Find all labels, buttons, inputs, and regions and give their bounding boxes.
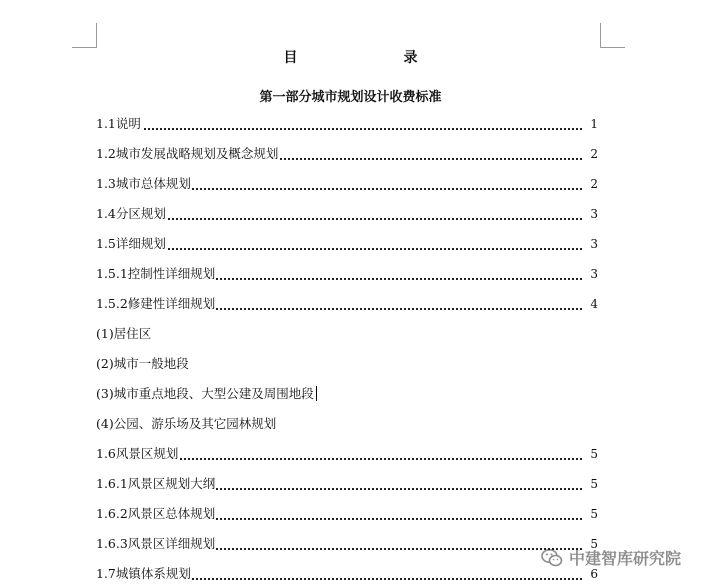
toc-entry[interactable]: [96, 142, 598, 172]
toc-page-number: 3: [590, 267, 598, 281]
crop-mark-top-right: [600, 23, 625, 48]
toc-dot-leader: [96, 248, 582, 250]
toc-entry[interactable]: [96, 502, 598, 532]
toc-entry[interactable]: [96, 262, 598, 292]
toc-entry[interactable]: [96, 532, 598, 562]
toc-entry[interactable]: [96, 472, 598, 502]
toc-entry[interactable]: [96, 172, 598, 202]
toc-entry[interactable]: [96, 202, 598, 232]
toc-entry-label: 1.2城市发展战略规划及概念规划: [96, 142, 279, 166]
toc-entry-label: 1.3城市总体规划: [96, 172, 192, 196]
toc-page-number: 4: [590, 297, 598, 311]
toc-entry[interactable]: [96, 442, 598, 472]
toc-page-number: 5: [590, 447, 598, 461]
toc-entry[interactable]: [96, 232, 598, 262]
toc-entry[interactable]: [96, 292, 598, 322]
toc-page-number: 3: [590, 207, 598, 221]
toc-entry-label: 1.5.1控制性详细规划: [96, 262, 216, 286]
toc-entry-label: (4)公园、游乐场及其它园林规划: [96, 412, 277, 436]
toc-entry-label: 1.4分区规划: [96, 202, 167, 226]
toc-entry-label: 1.6.2风景区总体规划: [96, 502, 216, 526]
toc-entry[interactable]: [96, 562, 598, 587]
toc-entry-label: (3)城市重点地段、大型公建及周围地段: [96, 382, 315, 406]
toc-entry[interactable]: [96, 112, 598, 142]
toc-entry[interactable]: [96, 352, 598, 382]
toc-page-number: 2: [590, 147, 598, 161]
toc-entry-label: (1)居住区: [96, 322, 152, 346]
toc-entry-label: 1.5详细规划: [96, 232, 167, 256]
crop-mark-top-left: [72, 23, 97, 48]
toc-entry-label: 1.1说明: [96, 112, 142, 136]
toc-page-number: 3: [590, 237, 598, 251]
toc-page-number: 2: [590, 177, 598, 191]
text-cursor: [316, 386, 317, 401]
toc-page-number: 6: [590, 567, 598, 581]
toc-entry-label: 1.5.2修建性详细规划: [96, 292, 216, 316]
wechat-icon: [541, 548, 563, 568]
toc-entry-label: 1.6.1风景区规划大纲: [96, 472, 216, 496]
table-of-contents: [96, 112, 598, 587]
toc-page-number: 1: [590, 117, 598, 131]
toc-entry-label: 1.7城镇体系规划: [96, 562, 192, 586]
toc-entry-label: 1.6.3风景区详细规划: [96, 532, 216, 556]
toc-entry-label: 1.6风景区规划: [96, 442, 179, 466]
toc-page-number: 5: [590, 507, 598, 521]
toc-page-number: 5: [590, 477, 598, 491]
toc-page-number: 5: [590, 537, 598, 551]
toc-entry[interactable]: [96, 382, 598, 412]
toc-entry[interactable]: [96, 322, 598, 352]
watermark-text: 中建智库研究院: [568, 549, 681, 568]
toc-entry-label: (2)城市一般地段: [96, 352, 190, 376]
toc-dot-leader: [96, 128, 582, 130]
toc-entry[interactable]: [96, 412, 598, 442]
section-title: 第一部分城市规划设计收费标准: [259, 90, 442, 105]
page-title: 目 录: [283, 50, 444, 66]
toc-dot-leader: [96, 218, 582, 220]
